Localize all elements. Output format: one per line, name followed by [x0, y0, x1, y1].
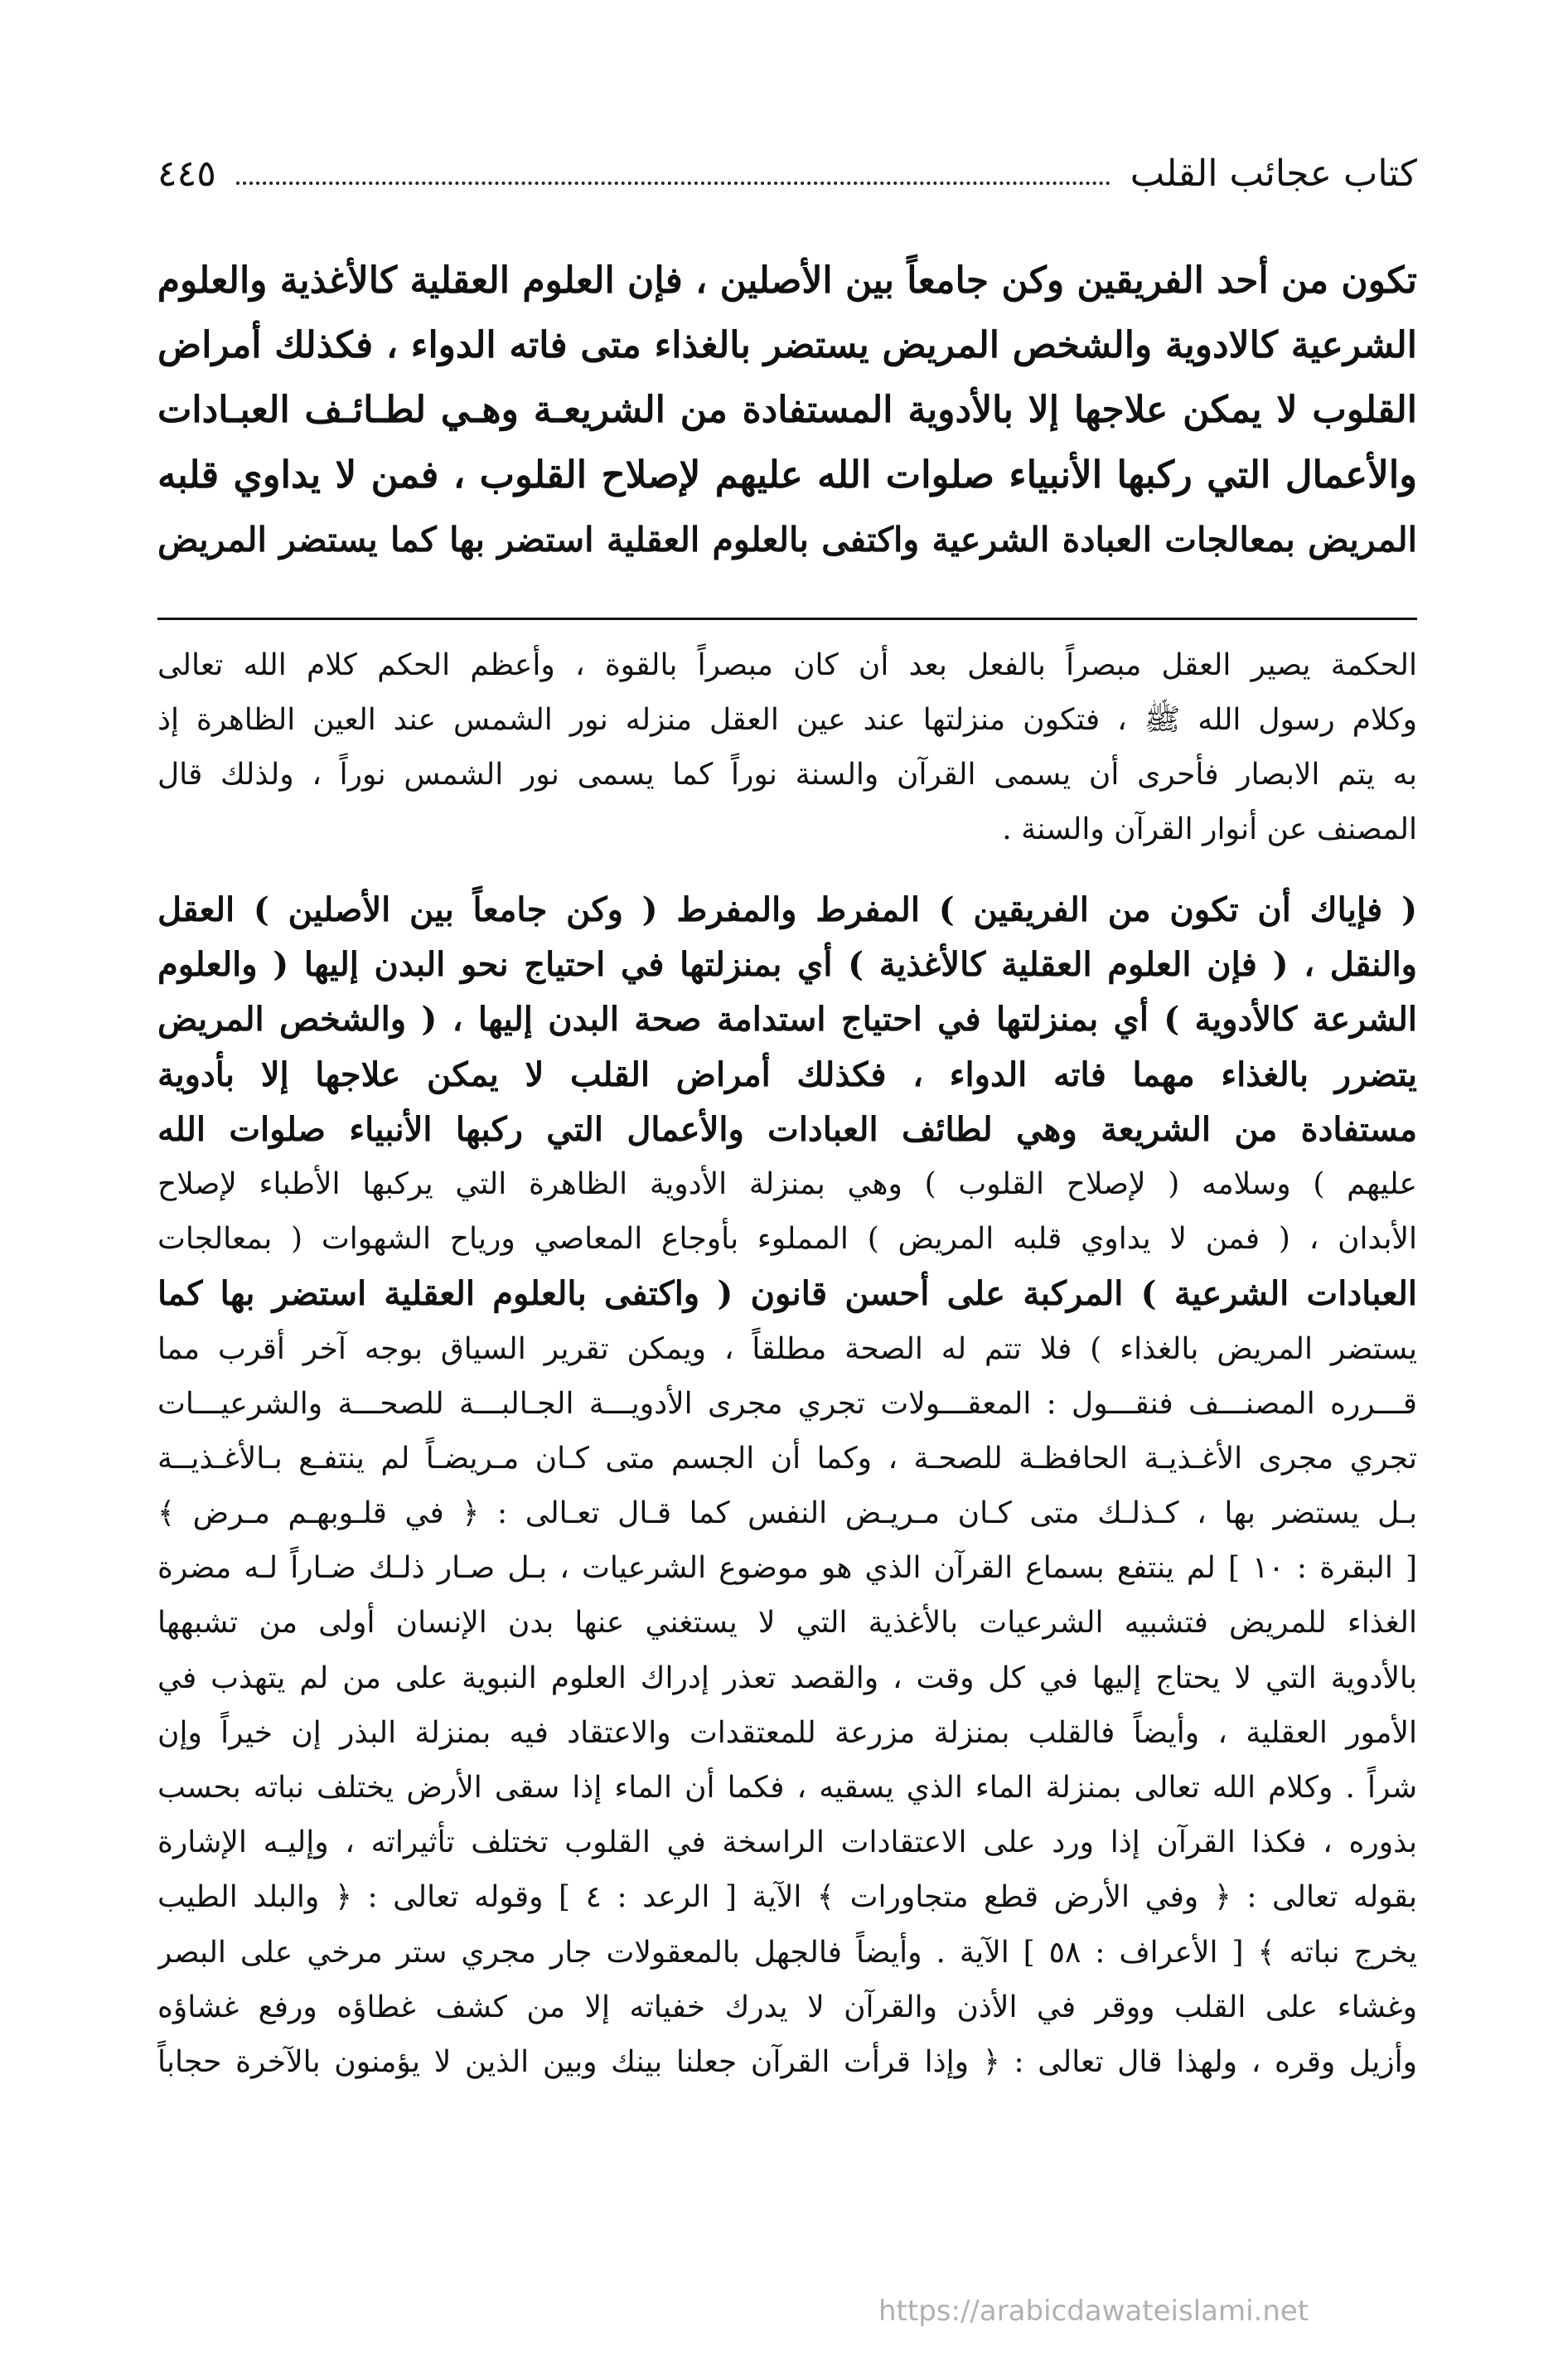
commentary-line: بالأدوية التي لا يحتاج إليها في كل وقت ، والقصد تعذر إدراك العلوم النبوية على من لم يتهذب في — [157, 1660, 1417, 1695]
commentary-line: عليهم ) وسلامه ( لإصلاح القلوب ) وهي بمنزلة الأدوية الظاهرة التي يركبها الأطباء لإصلاح — [157, 1166, 1417, 1201]
commentary-line: الحكمة يصير العقل مبصراً بالفعل بعد أن كان مبصراً بالقوة ، وأعظم الحكم كلام الله تعالى — [157, 648, 1417, 682]
commentary-line: يتضرر بالغذاء مهما فاته الدواء ، فكذلك أمراض القلب لا يمكن علاجها إلا بأدوية — [157, 1054, 1417, 1094]
page-number: ٤٤٥ — [157, 153, 216, 195]
commentary-line: وكلام رسول الله ﷺ ، فتكون منزلتها عند عين العقل منزله نور الشمس عند العين الظاهرة إذ — [157, 703, 1417, 737]
commentary-line: يخرج نباته ﴾ [ الأعراف : ٥٨ ] الآية . وأيضاً فالجهل بالمعقولات جار مجري ستر مرخي على البصر — [157, 1935, 1417, 1970]
commentary-line: شراً . وكلام الله تعالى بمنزلة الماء الذي يسقيه ، فكما أن الماء إذا سقى الأرض يختلف نباته بحسب — [157, 1771, 1417, 1805]
main-text-line: والأعمال التي ركبها الأنبياء صلوات الله عليهم لإصلاح القلوب ، فمن لا يداوي قلبه — [157, 453, 1417, 497]
main-text-line: القلوب لا يمكن علاجها إلا بالأدوية المستفادة من الشريعـة وهـي لطـائـف العبـادات — [157, 389, 1417, 431]
commentary-line: الشرعة كالأدوية ) أي بمنزلتها في احتياج استدامة صحة البدن إليها ، ( والشخص المريض — [157, 1000, 1417, 1040]
commentary-line: الأمور العقلية ، وأيضاً فالقلب بمنزلة مزرعة للمعتقدات والاعتقاد فيه بمنزلة البذر إن خيراً وإن — [157, 1715, 1417, 1750]
commentary-line: المصنف عن أنوار القرآن والسنة . — [1002, 812, 1417, 846]
commentary-line: مستفادة من الشريعة وهي لطائف العبادات والأعمال التي ركبها الأنبياء صلوات الله — [157, 1109, 1417, 1149]
commentary-main — [157, 883, 1417, 2090]
main-text-line: الشرعية كالادوية والشخص المريض يستضر بالغذاء متى فاته الدواء ، فكذلك أمراض — [157, 324, 1417, 366]
commentary-line: الغذاء للمريض فتشبيه الشرعيات بالأغذية التي لا يستغني عنها بدن الإنسان أولى من تشبهها — [157, 1606, 1417, 1641]
commentary-line: قـــرره المصنـــف فنقـــول : المعقـــولات تجري مجرى الأدويـــة الجـالبـــة للصحـــة والشرعيـــات — [157, 1386, 1417, 1421]
commentary-line: بقوله تعالى : ﴿ وفي الأرض قطع متجاورات ﴾ الآية [ الرعد : ٤ ] وقوله تعالى : ﴿ والبلد الطيب — [157, 1880, 1417, 1915]
commentary-continued — [157, 638, 1417, 857]
commentary-line: [ البقرة : ١٠ ] لم ينتفع بسماع القرآن الذي هو موضوع الشرعيات ، بـل صـار ذلـك ضـاراً لـه مضرة — [157, 1551, 1417, 1586]
commentary-line: والنقل ، ( فإن العلوم العقلية كالأغذية ) أي بمنزلتها في احتياج نحو البدن إليها ( والعلوم — [157, 945, 1417, 985]
commentary-line: وغشاء على القلب ووقر في الأذن والقرآن لا يدرك خفياته إلا من كشف غطاؤه ورفع غشاؤه — [157, 1990, 1417, 2024]
commentary-line: بذوره ، فكذا القرآن إذا ورد على الاعتقادات الراسخة في القلوب تختلف تأثيراته ، وإليـه الإشارة — [157, 1825, 1417, 1860]
running-header — [157, 137, 1417, 195]
main-text — [157, 249, 1417, 572]
book-title: كتاب عجائب القلب — [1130, 153, 1417, 195]
dotted-leader — [236, 182, 1110, 185]
commentary-line: العبادات الشرعية ) المركبة على أحسن قانون ( واكتفى بالعلوم العقلية استضر بها كما — [157, 1274, 1417, 1314]
commentary-line: يستضر المريض بالغذاء ) فلا تتم له الصحة مطلقاً ، ويمكن تقرير السياق بوجه آخر أقرب مما — [157, 1331, 1417, 1366]
commentary-line: وأزيل وقره ، ولهذا قال تعالى : ﴿ وإذا قرأت القرآن جعلنا بينك وبين الذين لا يؤمنون بالآخرة حجاباً — [157, 2044, 1417, 2079]
main-text-line: تكون من أحد الفريقين وكن جامعاً بين الأصلين ، فإن العلوم العقلية كالأغذية والعلوم — [157, 259, 1417, 302]
commentary-line: الأبدان ، ( فمن لا يداوي قلبه المريض ) المملوء بأوجاع المعاصي ورياح الشهوات ( بمعالجات — [157, 1222, 1417, 1257]
commentary-line: به يتم الابصار فأحرى أن يسمى القرآن والسنة نوراً كما يسمى نور الشمس نوراً ، ولذلك قال — [157, 758, 1417, 792]
commentary-line: تجري مجرى الأغـذيـة الحافظـة للصحـة ، وكما أن الجسم متى كـان مـريضـاً لم ينتفـع بـالأغـذيــة — [157, 1441, 1417, 1476]
watermark-url: https://arabicdawateislami.net — [878, 2295, 1309, 2328]
commentary-line: ( فإياك أن تكون من الفريقين ) المفرط والمفرط ( وكن جامعاً بين الأصلين ) العقل — [157, 890, 1417, 929]
commentary-line: بـل يستضر بها ، كـذلـك متى كـان مـريـض النفس كما قـال تعـالى : ﴿ في قلـوبهـم مـرض ﴾ — [157, 1496, 1417, 1531]
separator-rule — [157, 618, 1417, 620]
main-text-line: المريض بمعالجات العبادة الشرعية واكتفى بالعلوم العقلية استضر بها كما يستضر المريض — [157, 520, 1417, 560]
